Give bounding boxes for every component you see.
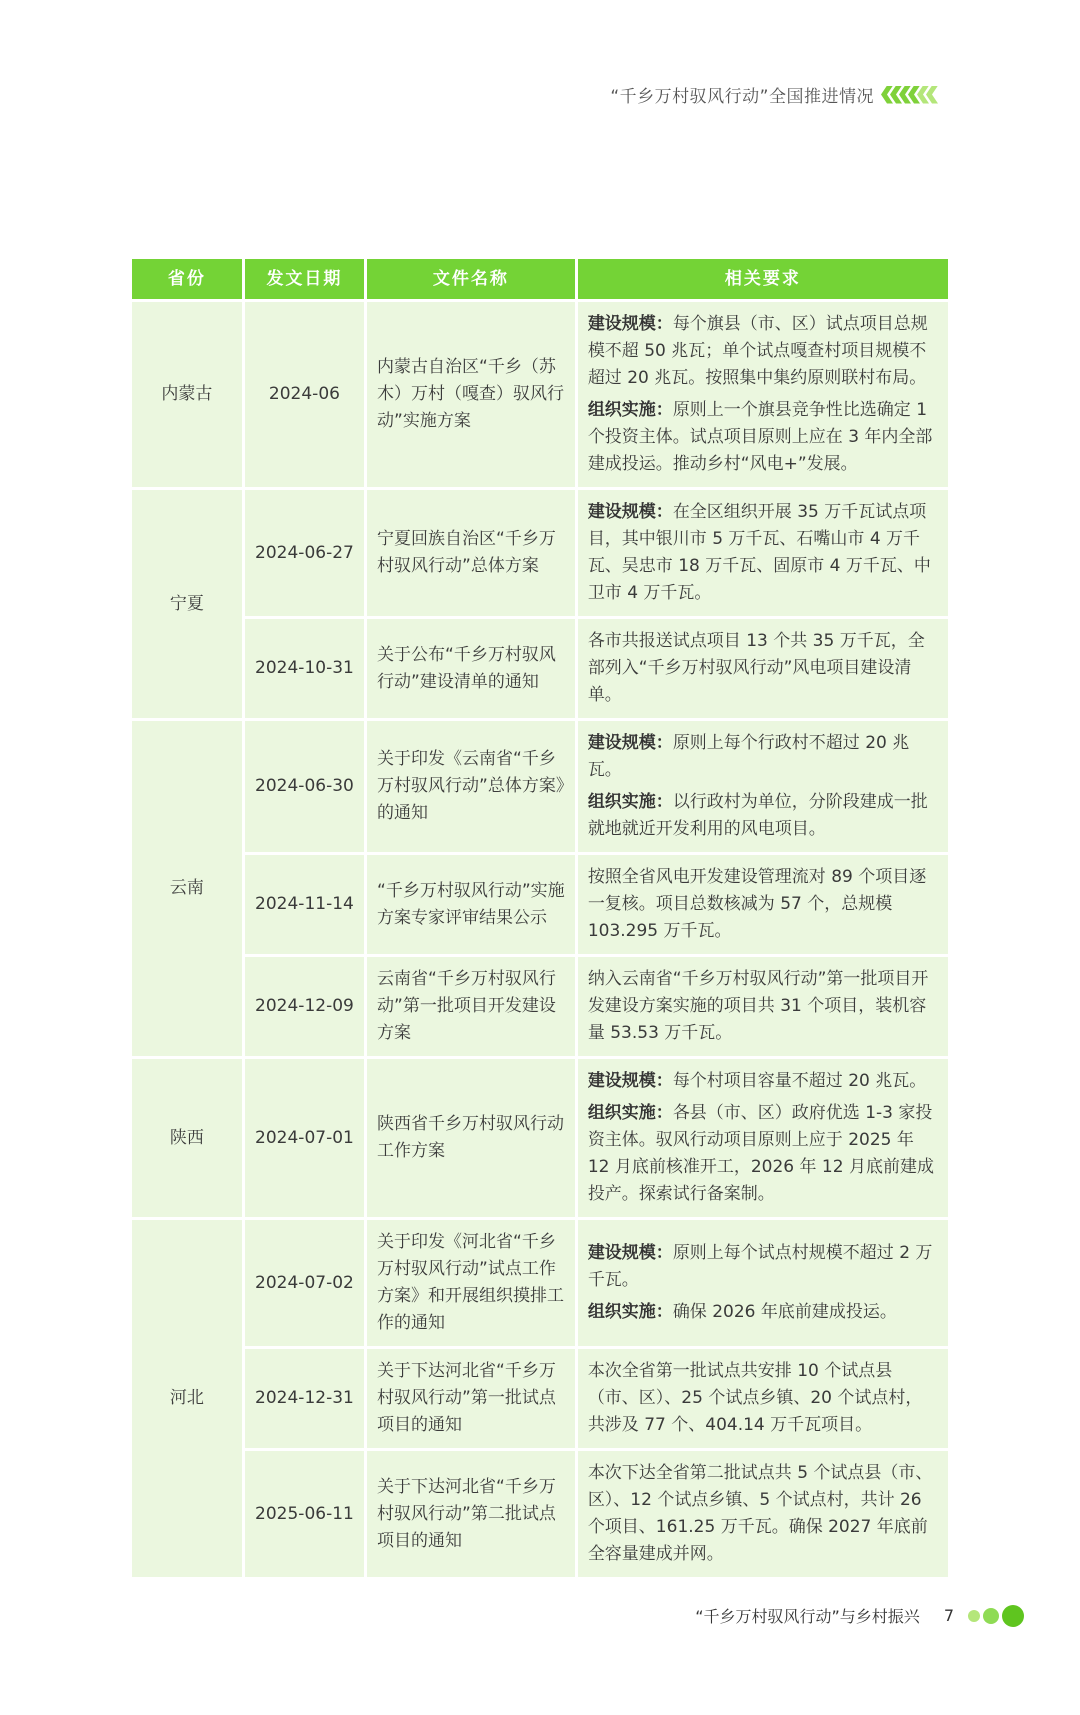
requirement-cell: 建设规模：在全区组织开展 35 万千瓦试点项目，其中银川市 5 万千瓦、石嘴山市 4 万千瓦、吴忠市 18 万千瓦、固原市 4 万千瓦、中卫市 4 万千瓦。 <box>578 490 948 616</box>
header-province: 省份 <box>132 259 242 299</box>
doc-cell: 关于印发《云南省“千乡万村驭风行动”总体方案》的通知 <box>367 721 575 852</box>
requirement-cell: 建设规模：每个旗县（市、区）试点项目总规模不超 50 兆瓦；单个试点嘎查村项目规模不超过 20 兆瓦。按照集中集约原则联村布局。 组织实施：原则上一个旗县竞争性比选确定 1 个投资主体。试点项目原则上应在 3 年内全部建成投运。推动乡村“风电+”发展。 <box>578 302 948 487</box>
table-row <box>132 619 948 718</box>
requirement-cell: 按照全省风电开发建设管理流对 89 个项目逐一复核。项目总数核减为 57 个，总规模 103.295 万千瓦。 <box>578 855 948 954</box>
date-cell: 2024-12-09 <box>245 957 364 1056</box>
header-date: 发文日期 <box>245 259 364 299</box>
doc-cell: 云南省“千乡万村驭风行动”第一批项目开发建设方案 <box>367 957 575 1056</box>
table-row <box>132 957 948 1056</box>
table-row <box>132 1059 948 1217</box>
table-header-row <box>132 259 948 299</box>
province-cell: 内蒙古 <box>132 302 242 487</box>
requirement-cell: 纳入云南省“千乡万村驭风行动”第一批项目开发建设方案实施的项目共 31 个项目，装机容量 53.53 万千瓦。 <box>578 957 948 1056</box>
header-doc: 文件名称 <box>367 259 575 299</box>
doc-cell: 关于印发《河北省“千乡万村驭风行动”试点工作方案》和开展组织摸排工作的通知 <box>367 1220 575 1346</box>
requirement-cell: 本次下达全省第二批试点共 5 个试点县（市、区）、12 个试点乡镇、5 个试点村，共计 26 个项目、161.25 万千瓦。确保 2027 年底前全容量建成并网。 <box>578 1451 948 1577</box>
date-cell: 2025-06-11 <box>245 1451 364 1577</box>
table-row <box>132 1220 948 1346</box>
footer-title: “千乡万村驭风行动”与乡村振兴 <box>695 1607 920 1626</box>
doc-cell: “千乡万村驭风行动”实施方案专家评审结果公示 <box>367 855 575 954</box>
requirement-cell: 建设规模：原则上每个行政村不超过 20 兆瓦。 组织实施：以行政村为单位，分阶段建成一批就地就近开发利用的风电项目。 <box>578 721 948 852</box>
chevron-decoration-icon <box>884 85 938 105</box>
table-row <box>132 1451 948 1577</box>
date-cell: 2024-12-31 <box>245 1349 364 1448</box>
header-title: “千乡万村驭风行动”全国推进情况 <box>610 87 874 107</box>
running-footer <box>695 1604 1024 1627</box>
table-row <box>132 1349 948 1448</box>
date-cell: 2024-11-14 <box>245 855 364 954</box>
header-requirements: 相关要求 <box>578 259 948 299</box>
doc-cell: 关于公布“千乡万村驭风行动”建设清单的通知 <box>367 619 575 718</box>
running-header <box>610 82 938 107</box>
province-cell: 陕西 <box>132 1059 242 1217</box>
doc-cell: 陕西省千乡万村驭风行动工作方案 <box>367 1059 575 1217</box>
dots-decoration-icon <box>968 1605 1024 1627</box>
doc-cell: 关于下达河北省“千乡万村驭风行动”第一批试点项目的通知 <box>367 1349 575 1448</box>
policy-table <box>129 256 951 1580</box>
date-cell: 2024-06-30 <box>245 721 364 852</box>
table-row <box>132 302 948 487</box>
doc-cell: 内蒙古自治区“千乡（苏木）万村（嘎查）驭风行动”实施方案 <box>367 302 575 487</box>
province-cell: 云南 <box>132 721 242 1056</box>
doc-cell: 宁夏回族自治区“千乡万村驭风行动”总体方案 <box>367 490 575 616</box>
province-cell: 河北 <box>132 1220 242 1577</box>
requirement-cell: 建设规模：原则上每个试点村规模不超过 2 万千瓦。 组织实施：确保 2026 年底前建成投运。 <box>578 1220 948 1346</box>
requirement-cell: 本次全省第一批试点共安排 10 个试点县（市、区）、25 个试点乡镇、20 个试点村，共涉及 77 个、404.14 万千瓦项目。 <box>578 1349 948 1448</box>
table-row <box>132 721 948 852</box>
doc-cell: 关于下达河北省“千乡万村驭风行动”第二批试点项目的通知 <box>367 1451 575 1577</box>
date-cell: 2024-06-27 <box>245 490 364 616</box>
date-cell: 2024-07-01 <box>245 1059 364 1217</box>
date-cell: 2024-10-31 <box>245 619 364 718</box>
requirement-cell: 各市共报送试点项目 13 个共 35 万千瓦，全部列入“千乡万村驭风行动”风电项目建设清单。 <box>578 619 948 718</box>
requirement-cell: 建设规模：每个村项目容量不超过 20 兆瓦。 组织实施：各县（市、区）政府优选 1-3 家投资主体。驭风行动项目原则上应于 2025 年 12 月底前核准开工，2026 年 12 月底前建成投产。探索试行备案制。 <box>578 1059 948 1217</box>
date-cell: 2024-07-02 <box>245 1220 364 1346</box>
province-cell: 宁夏 <box>132 490 242 718</box>
date-cell: 2024-06 <box>245 302 364 487</box>
table-row <box>132 855 948 954</box>
page-number: 7 <box>943 1606 954 1625</box>
table-row <box>132 490 948 616</box>
